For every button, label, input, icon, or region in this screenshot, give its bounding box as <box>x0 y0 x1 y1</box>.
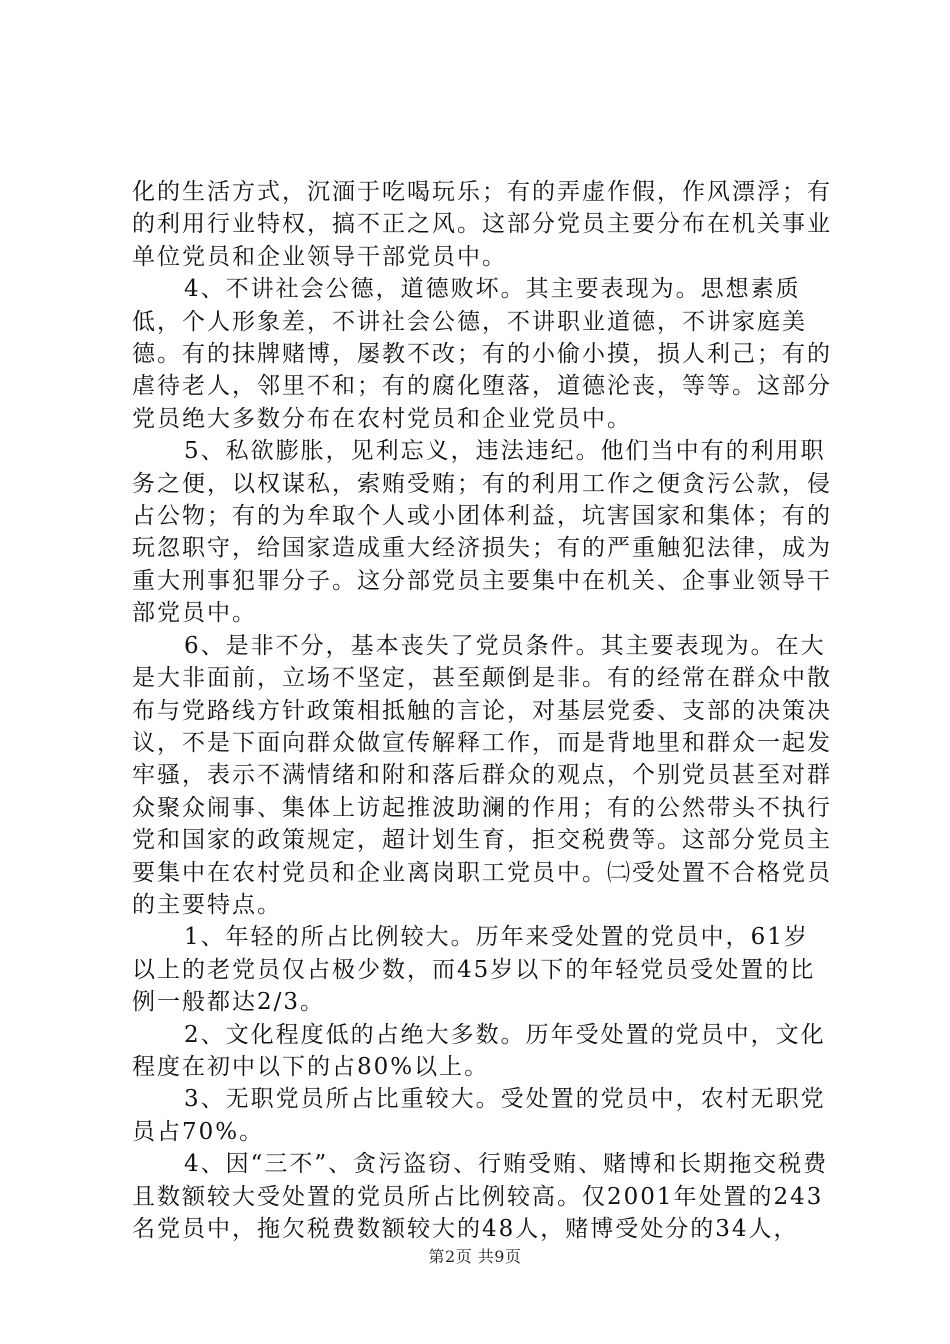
paragraph-continuation: 化的生活方式，沉湎于吃喝玩乐；有的弄虚作假，作风漂浮；有的利用行业特权，搞不正之风。这部分党员主要分布在机关事业单位党员和企业领导干部党员中。 <box>132 179 832 270</box>
paragraph-item-5: 5、私欲膨胀，见利忘义，违法违纪。他们当中有的利用职务之便，以权谋私，索贿受贿；有的利用工作之便贪污公款，侵占公物；有的为牟取个人或小团体利益，坑害国家和集体；有的玩忽职守，给国家造成重大经济损失；有的严重触犯法律，成为重大刑事犯罪分子。这分部党员主要集中在机关、企事业领导干部党员中。 <box>132 438 832 627</box>
paragraph-feature-3: 3、无职党员所占比重较大。受处置的党员中，农村无职党员占70%。 <box>132 1086 826 1145</box>
page-number-label: 第2页 共9页 <box>428 1247 522 1266</box>
paragraph-item-4: 4、不讲社会公德，道德败坏。其主要表现为。思想素质低，个人形象差，不讲社会公德，不讲职业道德，不讲家庭美德。有的抹牌赌博，屡教不改；有的小偷小摸，损人利己；有的虐待老人，邻里不和；有的腐化堕落，道德沦丧，等等。这部分党员绝大多数分布在农村党员和企业党员中。 <box>132 276 832 432</box>
page-footer <box>0 1244 950 1267</box>
paragraph-item-6: 6、是非不分，基本丧失了党员条件。其主要表现为。在大是大非面前，立场不坚定，甚至颠倒是非。有的经常在群众中散布与党路线方针政策相抵触的言论，对基层党委、支部的决策决议，不是下面向群众做宣传解释工作，而是背地里和群众一起发牢骚，表示不满情绪和附和落后群众的观点，个别党员甚至对群众聚众闹事、集体上访起推波助澜的作用；有的公然带头不执行党和国家的政策规定，超计划生育，拒交税费等。这部分党员主要集中在农村党员和企业离岗职工党员中。㈡受处置不合格党员的主要特点。 <box>132 632 832 918</box>
paragraph-feature-1: 1、年轻的所占比例较大。历年来受处置的党员中，61岁以上的老党员仅占极少数，而45岁以下的年轻党员受处置的比例一般都达2/3。 <box>132 924 816 1016</box>
paragraph-feature-4: 4、因“三不”、贪污盗窃、行贿受贿、赌博和长期拖交税费且数额较大受处置的党员所占比例较高。仅2001年处置的243名党员中，拖欠税费数额较大的48人，赌博受处分的34人， <box>132 1151 829 1242</box>
paragraph-feature-2: 2、文化程度低的占绝大多数。历年受处置的党员中，文化程度在初中以下的占80%以上。 <box>132 1021 826 1080</box>
document-body <box>132 176 832 1245</box>
